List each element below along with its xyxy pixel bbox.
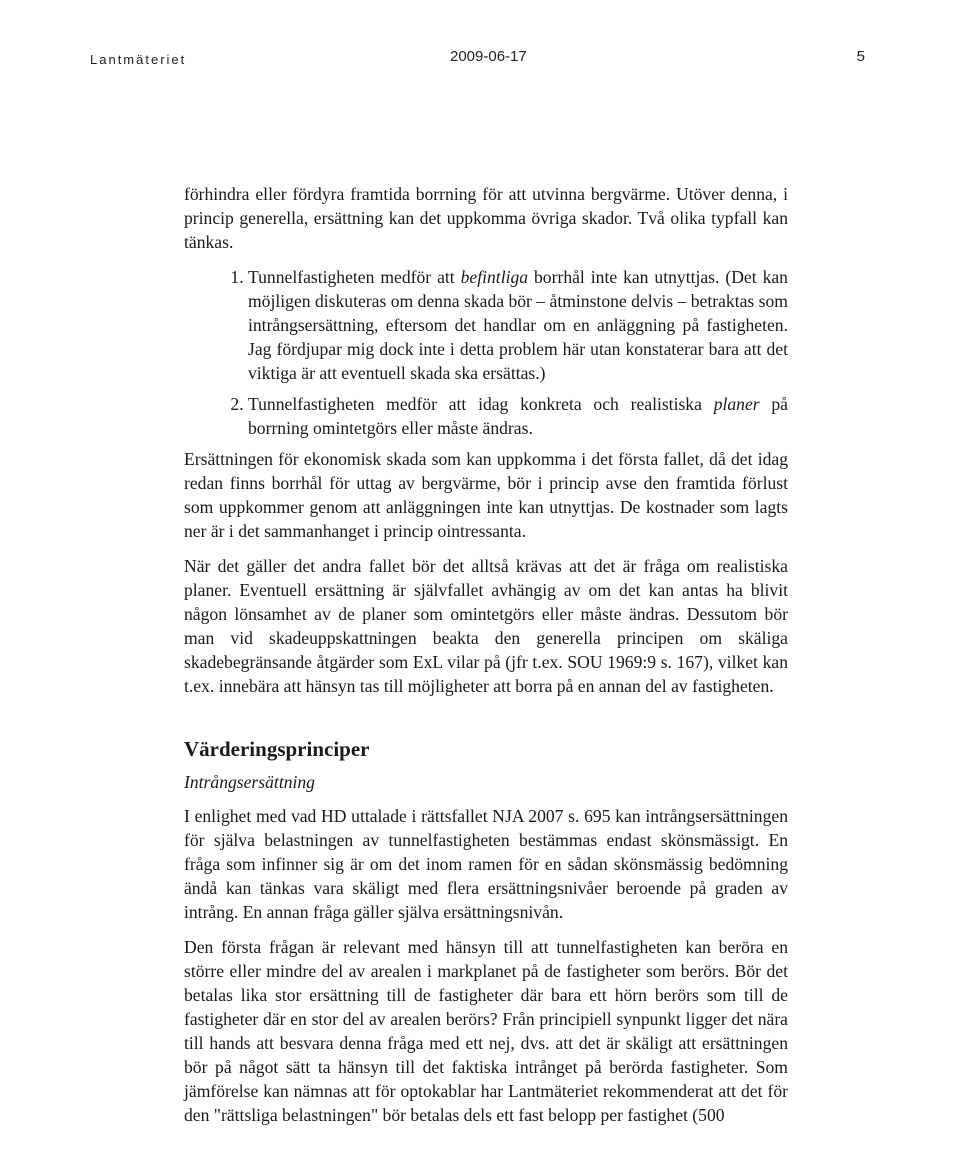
list-item-emphasis: planer — [713, 394, 760, 414]
list-item-text: Tunnelfastigheten medför att — [248, 267, 461, 287]
document-body — [184, 182, 788, 1138]
case-list — [184, 265, 788, 440]
list-item-text: Tunnelfastigheten medför att idag konkreta och realistiska — [248, 394, 714, 414]
page-number: 5 — [856, 48, 865, 65]
header-date: 2009-06-17 — [450, 48, 527, 65]
list-item-text: på borrning omintetgörs eller måste ändras. — [248, 394, 788, 438]
paragraph: Den första frågan är relevant med hänsyn till att tunnelfastigheten kan beröra en större eller mindre del av arealen i markplanet på de fastigheter som berörs. Bör det betalas lika stor ersättning till de fastigheter där bara ett hörn berörs som till de fastigheter där en stor del av arealen berörs? Från principiell synpunkt ligger det nära till hands att besvara denna fråga med ett nej, dvs. att det är skäligt att ersättningen bör på något sätt ta hänsyn till det faktiska intrånget på berörda fastigheter. Som jämförelse kan nämnas att för optokablar har Lantmäteriet rekommenderat att det för den "rättsliga belastningen" bör betalas dels ett fast belopp per fastighet (500 — [184, 937, 788, 1125]
section-subheading: Intrångsersättning — [184, 772, 315, 792]
section-heading: Värderingsprinciper — [184, 737, 370, 761]
paragraph: När det gäller det andra fallet bör det alltså krävas att det är fråga om realistiska planer. Eventuell ersättning är självfallet avhängig av om det kan antas ha blivit någon lönsamhet av de planer som omintetgörs eller måste ändras. Dessutom bör man vid skadeuppskattningen beakta den generella principen om skäliga skadebegränsande åtgärder som ExL vilar på (jfr t.ex. SOU 1969:9 s. 167), vilket kan t.ex. innebära att hänsyn tas till möjligheter att borra på en annan del av fastigheten. — [184, 556, 788, 696]
page-header — [90, 48, 865, 72]
brand-name: Lantmäteriet — [90, 52, 187, 67]
intro-paragraph: förhindra eller fördyra framtida borrning för att utvinna bergvärme. Utöver denna, i princip generella, ersättning kan det uppkomma övriga skador. Två olika typfall kan tänkas. — [184, 184, 788, 252]
list-item-text: borrhål inte kan utnyttjas. (Det kan möjligen diskuteras om denna skada bör – åtminstone delvis – betraktas som intrångsersättning, eftersom det handlar om en anläggning på fastigheten. Jag fördjupar mig dock inte i detta problem här utan konstaterar bara att det viktiga är att eventuell skada ska ersättas.) — [248, 267, 788, 383]
list-item-emphasis: befintliga — [460, 267, 529, 287]
paragraph: I enlighet med vad HD uttalade i rättsfallet NJA 2007 s. 695 kan intrångsersättningen för själva belastningen av tunnelfastigheten bestämmas endast skönsmässigt. En fråga som infinner sig är om det inom ramen för en sådan skönsmässig bedömning ändå kan tänkas vara skäligt med flera ersättningsnivåer beroende på graden av intrång. En annan fråga gäller själva ersättningsnivån. — [184, 806, 788, 922]
paragraph: Ersättningen för ekonomisk skada som kan uppkomma i det första fallet, då det idag redan finns borrhål för uttag av bergvärme, bör i princip avse den framtida förlust som uppkommer genom att anläggningen inte kan utnyttjas. De kostnader som lagts ner är i det sammanhanget i princip ointressanta. — [184, 449, 788, 541]
list-item — [248, 392, 788, 440]
list-item — [248, 265, 788, 385]
